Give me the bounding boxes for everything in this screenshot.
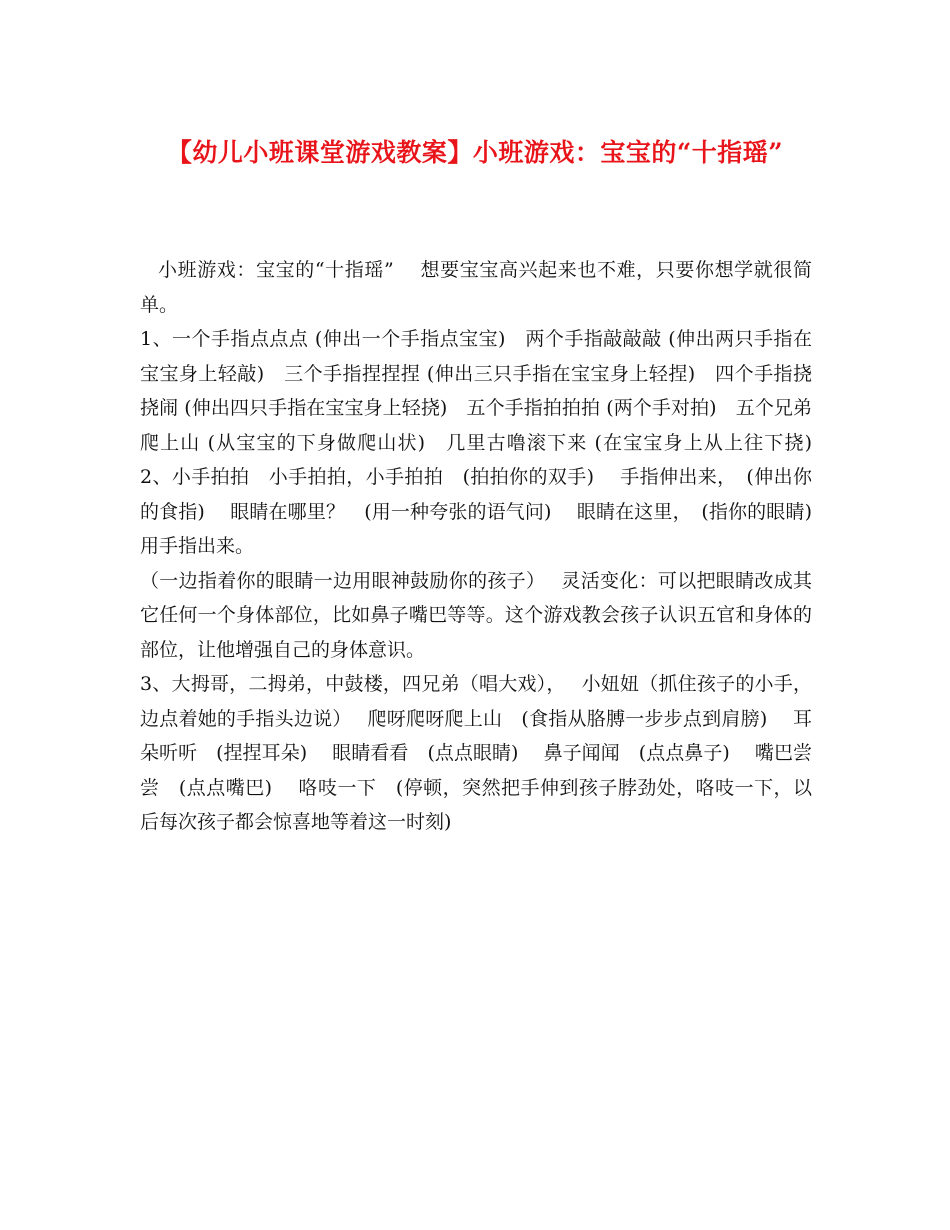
paragraph-section-1-2: 1、一个手指点点点 (伸出一个手指点宝宝) 两个手指敲敲敲 (伸出两只手指在宝宝身上轻敲) 三个手指捏捏捏 (伸出三只手指在宝宝身上轻捏) 四个手指挠挠闹 (伸出四只手指在宝宝身上轻挠) 五个手指拍拍拍 (两个手对拍) 五个兄弟爬上山 (从宝宝的下身做爬山状) 几里古噜滚下来 (在宝宝身上从上往下挠) 2、小手拍拍 小手拍拍，小手拍拍 (拍拍你的双手) 手指伸出来， (伸出你的食指) 眼睛在哪里？ (用一种夸张的语气问) 眼睛在这里， (指你的眼睛) 用手指出来。: [140, 328, 838, 557]
document-body: [140, 253, 838, 840]
paragraph-variation: （一边指着你的眼睛一边用眼神鼓励你的孩子） 灵活变化：可以把眼睛改成其它任何一个身体部位，比如鼻子嘴巴等等。这个游戏教会孩子认识五官和身体的部位，让他增强自己的身体意识。: [140, 569, 812, 661]
paragraph-section-3: 3、大拇哥，二拇弟，中鼓楼，四兄弟（唱大戏）， 小妞妞（抓住孩子的小手，边点着她的手指头边说） 爬呀爬呀爬上山 (食指从胳膊一步步点到肩膀) 耳朵听听 (捏捏耳朵) 眼睛看看 (点点眼睛) 鼻子闻闻 (点点鼻子) 嘴巴尝尝 (点点嘴巴) 咯吱一下 (停顿，突然把手伸到孩子脖劲处，咯吱一下，以后每次孩子都会惊喜地等着这一时刻): [140, 673, 812, 833]
document-title: 【幼儿小班课堂游戏教案】小班游戏：宝宝的“十指瑶”: [166, 138, 784, 167]
paragraph-intro: 小班游戏：宝宝的“十指瑶” 想要宝宝高兴起来也不难，只要你想学就很简单。: [140, 259, 812, 316]
